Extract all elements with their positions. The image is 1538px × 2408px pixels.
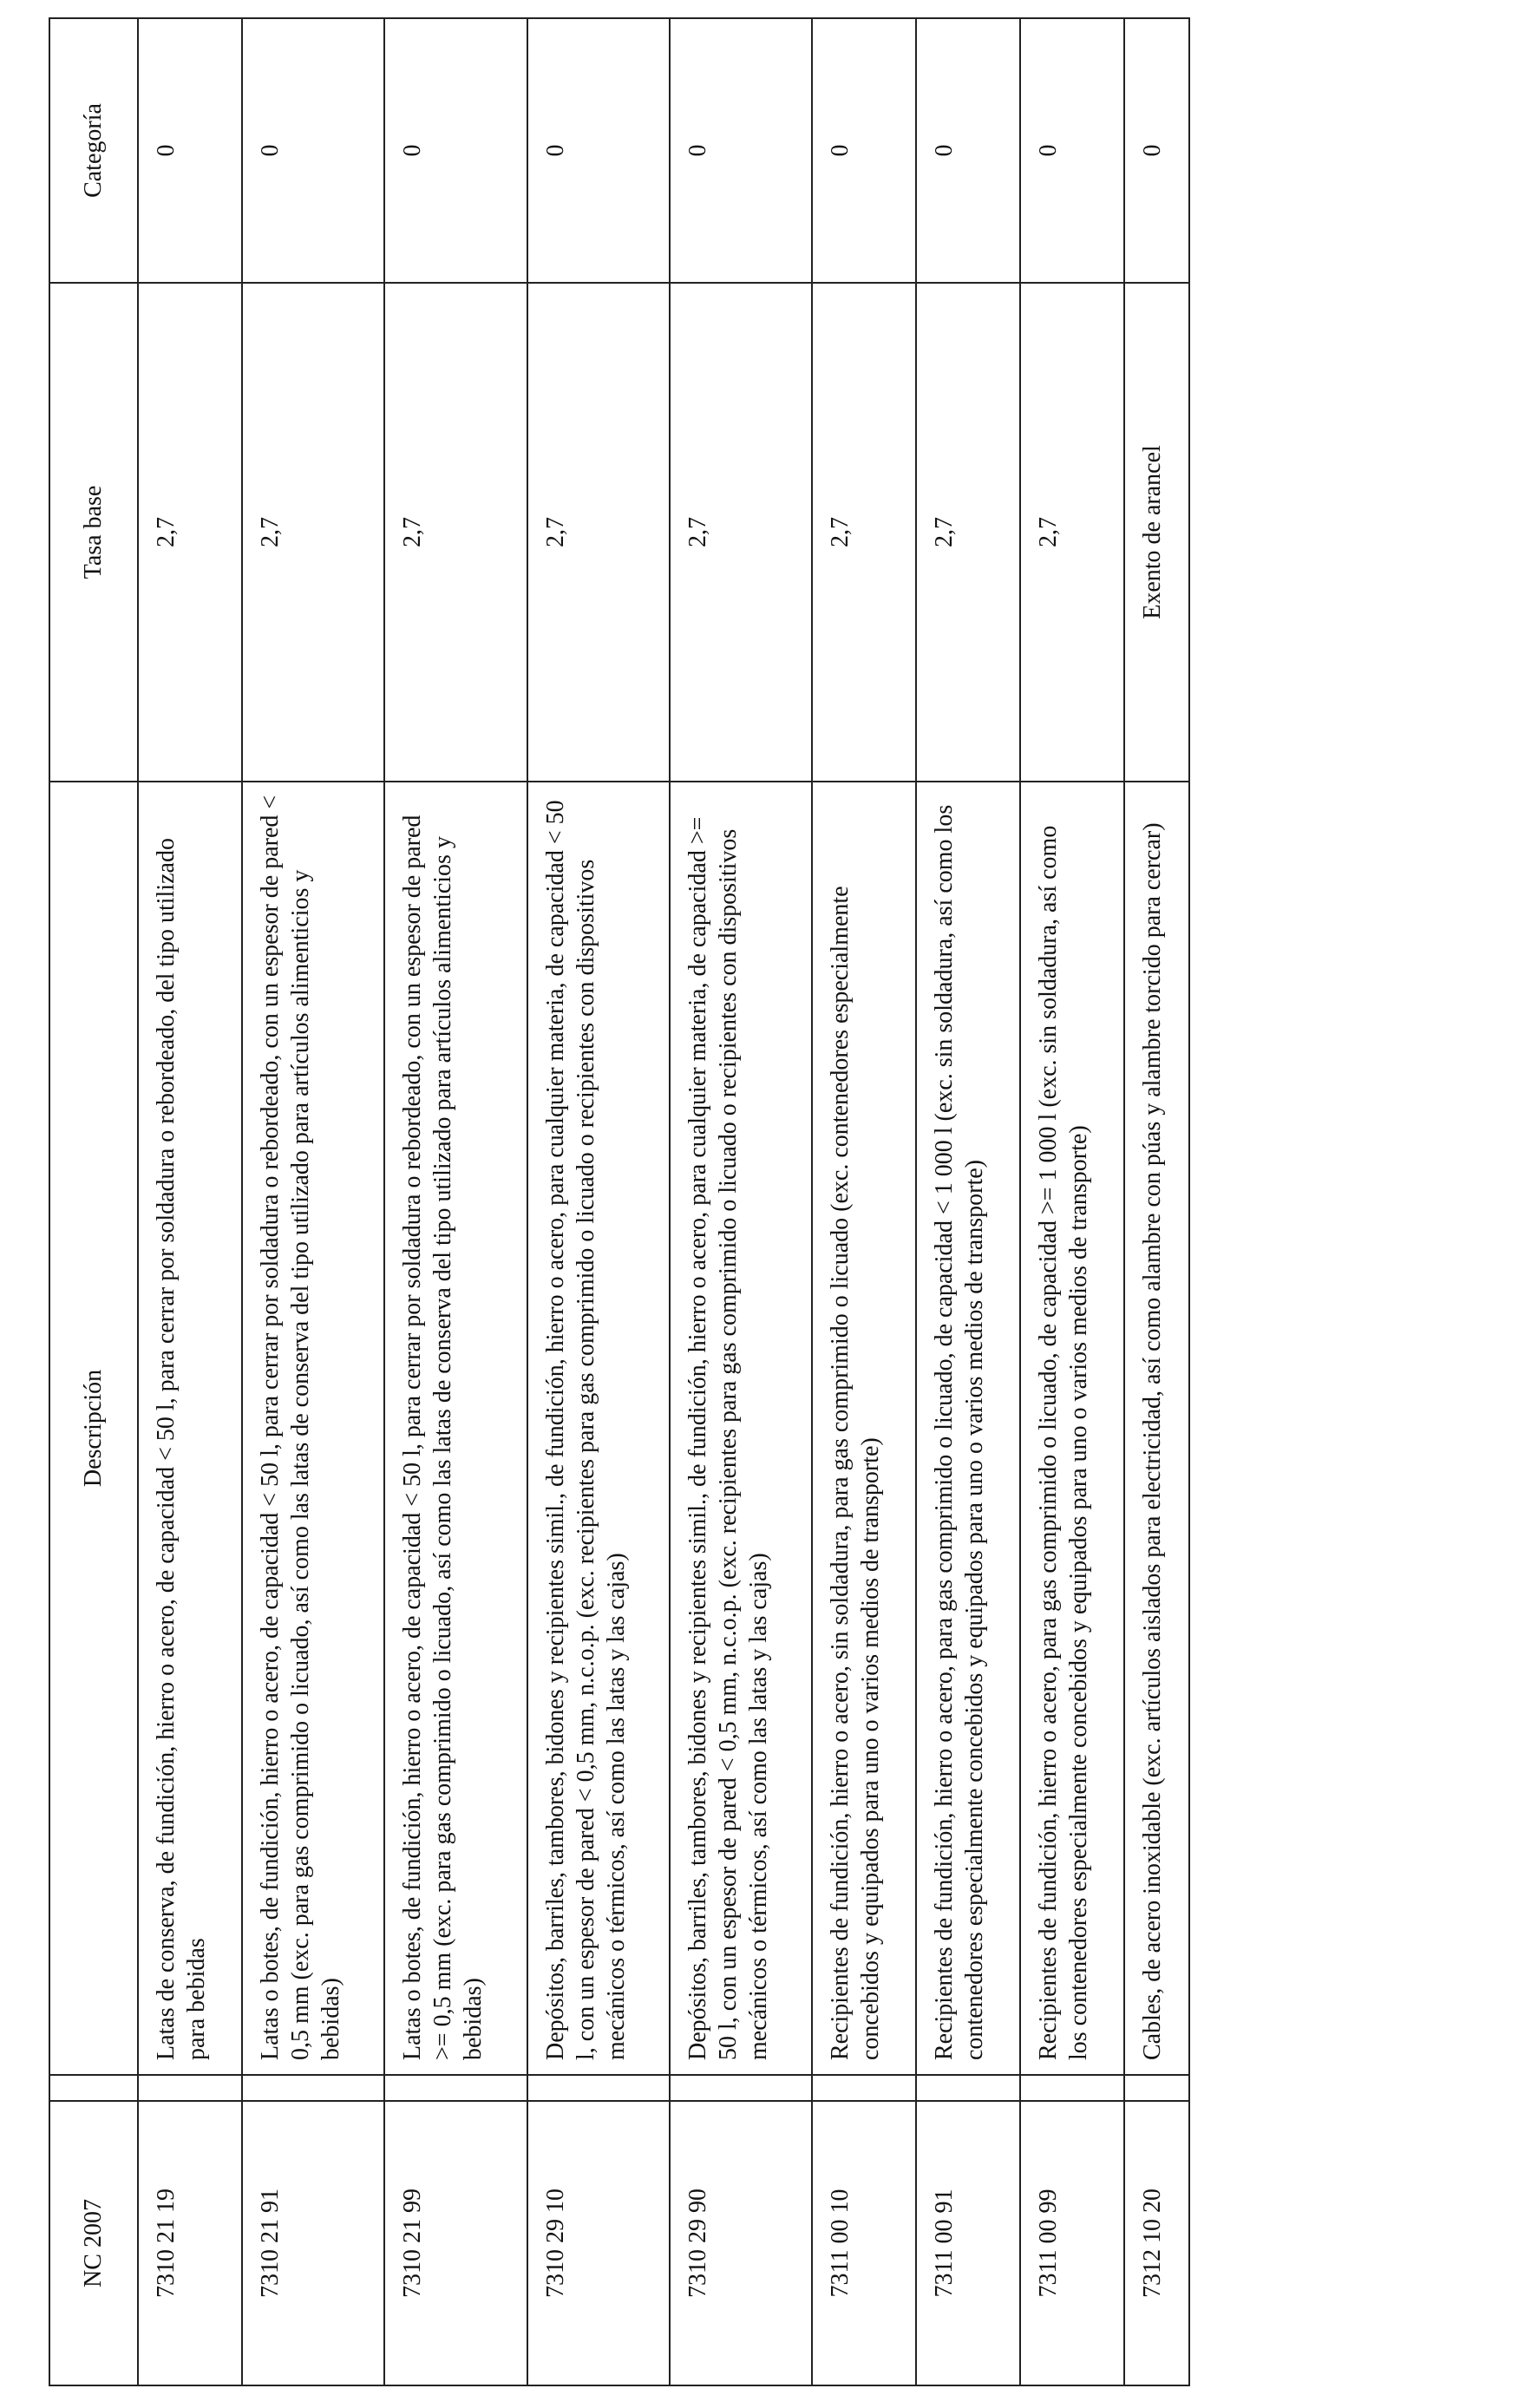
- rate-cell: 2,7: [812, 283, 916, 782]
- category-cell: 0: [138, 18, 242, 283]
- category-cell: 0: [916, 18, 1020, 283]
- spacer-cell: [138, 2075, 242, 2101]
- spacer-cell: [1124, 2075, 1189, 2101]
- category-cell: 0: [812, 18, 916, 283]
- rate-cell: 2,7: [1020, 283, 1124, 782]
- spacer-cell: [1020, 2075, 1124, 2101]
- description-cell: Recipientes de fundición, hierro o acero, sin soldadura, para gas comprimido o licuado (exc. contenedores especialmente concebidos y equipados para uno o varios medios de transporte): [812, 782, 916, 2075]
- header-category: Categoría: [49, 18, 138, 283]
- category-cell: 0: [384, 18, 527, 283]
- description-cell: Depósitos, barriles, tambores, bidones y recipientes simil., de fundición, hierro o acero, para cualquier materia, de capacidad < 50 l, con un espesor de pared < 0,5 mm, n.c.o.p. (exc. recipientes para gas comprimido o licuado o recipientes con dispositivos mecánicos o térmicos, así como las latas y las cajas): [527, 782, 670, 2075]
- nc-code: 7310 21 99: [384, 2101, 527, 2385]
- category-cell: 0: [670, 18, 812, 283]
- table-row: [1020, 18, 1124, 2385]
- spacer-cell: [670, 2075, 812, 2101]
- rate-cell: Exento de arancel: [1124, 283, 1189, 782]
- table-row: [242, 18, 384, 2385]
- spacer-cell: [384, 2075, 527, 2101]
- rate-cell: 2,7: [916, 283, 1020, 782]
- rotated-page: [49, 19, 1190, 2386]
- description-cell: Depósitos, barriles, tambores, bidones y recipientes simil., de fundición, hierro o acero, para cualquier materia, de capacidad >= 50 l, con un espesor de pared < 0,5 mm, n.c.o.p. (exc. recipientes para gas comprimido o licuado o recipientes con dispositivos mecánicos o térmicos, así como las latas y las cajas): [670, 782, 812, 2075]
- category-cell: 0: [1020, 18, 1124, 283]
- description-cell: Cables, de acero inoxidable (exc. artículos aislados para electricidad, así como alambre con púas y alambre torcido para cercar): [1124, 782, 1189, 2075]
- rate-cell: 2,7: [670, 283, 812, 782]
- header-rate: Tasa base: [49, 283, 138, 782]
- nc-code: 7312 10 20: [1124, 2101, 1189, 2385]
- spacer-cell: [916, 2075, 1020, 2101]
- nc-code: 7310 29 90: [670, 2101, 812, 2385]
- spacer-cell: [527, 2075, 670, 2101]
- header-description: Descripción: [49, 782, 138, 2075]
- nc-code: 7310 21 91: [242, 2101, 384, 2385]
- table-row: [138, 18, 242, 2385]
- description-cell: Recipientes de fundición, hierro o acero, para gas comprimido o licuado, de capacidad >= 1 000 l (exc. sin soldadura, así como los contenedores especialmente concebidos y equipados para uno o varios medios de transporte): [1020, 782, 1124, 2075]
- table-row: [812, 18, 916, 2385]
- header-nc: NC 2007: [49, 2101, 138, 2385]
- spacer-cell: [812, 2075, 916, 2101]
- table-row: [916, 18, 1020, 2385]
- header-spacer: [49, 2075, 138, 2101]
- spacer-cell: [242, 2075, 384, 2101]
- description-cell: Recipientes de fundición, hierro o acero, para gas comprimido o licuado, de capacidad < 1 000 l (exc. sin soldadura, así como los contenedores especialmente concebidos y equipados para uno o varios medios de transporte): [916, 782, 1020, 2075]
- description-cell: Latas de conserva, de fundición, hierro o acero, de capacidad < 50 l, para cerrar por soldadura o rebordeado, del tipo utilizado para bebidas: [138, 782, 242, 2075]
- nc-code: 7310 21 19: [138, 2101, 242, 2385]
- rate-cell: 2,7: [384, 283, 527, 782]
- rate-cell: 2,7: [242, 283, 384, 782]
- table-row: [670, 18, 812, 2385]
- nc-code: 7310 29 10: [527, 2101, 670, 2385]
- rate-cell: 2,7: [138, 283, 242, 782]
- table-row: [384, 18, 527, 2385]
- table-row: [1124, 18, 1189, 2385]
- rate-cell: 2,7: [527, 283, 670, 782]
- description-cell: Latas o botes, de fundición, hierro o acero, de capacidad < 50 l, para cerrar por soldadura o rebordeado, con un espesor de pared < 0,5 mm (exc. para gas comprimido o licuado, así como las latas de conserva del tipo utilizado para artículos alimenticios y bebidas): [242, 782, 384, 2075]
- nc-code: 7311 00 99: [1020, 2101, 1124, 2385]
- table-row: [527, 18, 670, 2385]
- category-cell: 0: [527, 18, 670, 283]
- table-header-row: [49, 18, 138, 2385]
- category-cell: 0: [1124, 18, 1189, 283]
- description-cell: Latas o botes, de fundición, hierro o acero, de capacidad < 50 l, para cerrar por soldadura o rebordeado, con un espesor de pared >= 0,5 mm (exc. para gas comprimido o licuado, así como las latas de conserva del tipo utilizado para artículos alimenticios y bebidas): [384, 782, 527, 2075]
- nc-code: 7311 00 10: [812, 2101, 916, 2385]
- tariff-table: [49, 17, 1190, 2386]
- nc-code: 7311 00 91: [916, 2101, 1020, 2385]
- category-cell: 0: [242, 18, 384, 283]
